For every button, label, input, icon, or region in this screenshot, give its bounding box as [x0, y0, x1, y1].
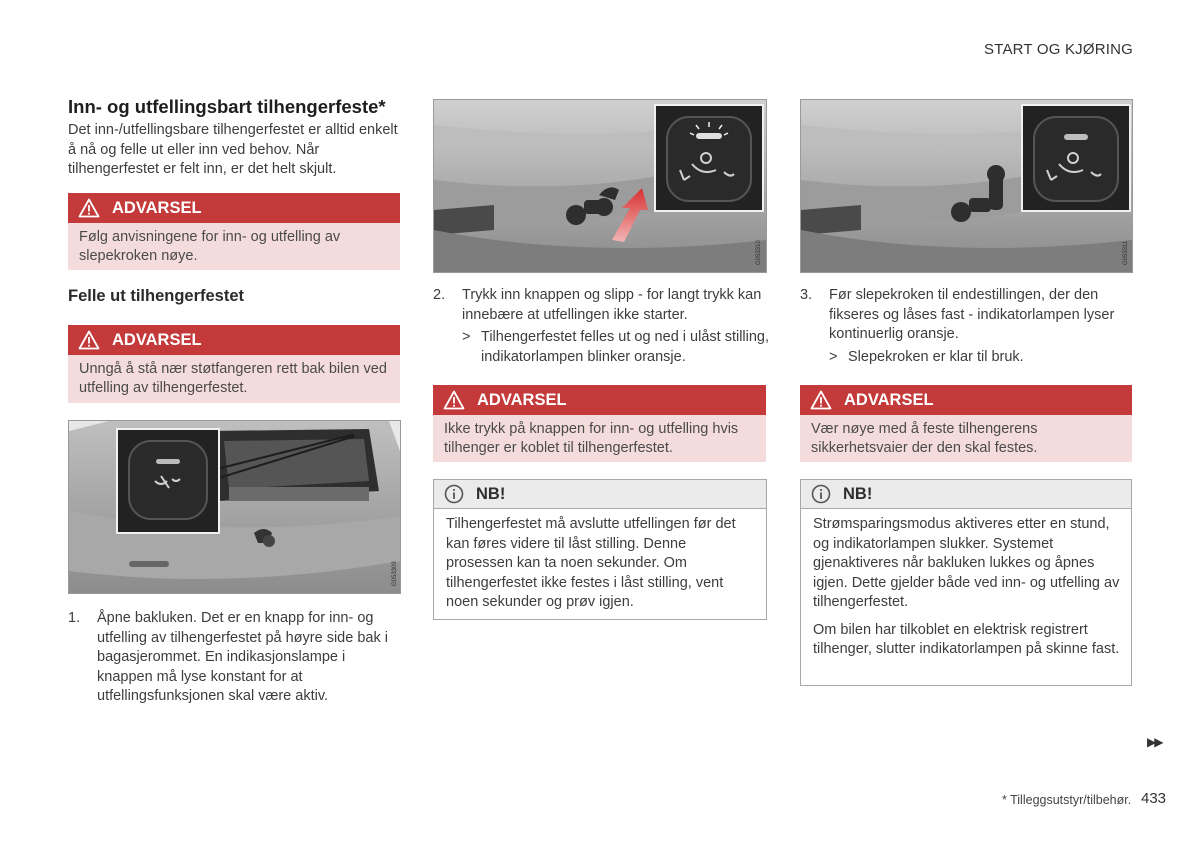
note-box-2	[800, 479, 1132, 686]
warning-box-2	[68, 325, 400, 403]
tow-hook-locked-illustration	[801, 100, 1132, 272]
warning-text: Følg anvisningene for inn- og utfelling av slepekroken nøye.	[68, 223, 400, 270]
step-text: Trykk inn knappen og slipp - for langt trykk kan innebære at utfellingen ikke starter.	[462, 287, 762, 323]
warning-text: Vær nøye med å feste tilhengerens sikkerhetsvaier der den skal festes.	[800, 415, 1132, 462]
step-text: Åpne bakluken. Det er en knapp for inn- og utfelling av tilhengerfestet på høyre side bak i bagasjerommet. En indikasjonslampe i knappen må lyse konstant for at utfellingsfunksjonen skal være aktiv.	[97, 610, 388, 704]
warning-label: ADVARSEL	[844, 390, 934, 409]
step-text: Før slepekroken til endestillingen, der den fikseres og låses fast - indikatorlampen lyser kontinuerlig oransje.	[829, 287, 1115, 342]
warning-box-4	[800, 385, 1132, 462]
tow-hook-unfold-illustration	[434, 100, 766, 272]
step-1	[68, 609, 404, 707]
figure-trunk-button	[68, 420, 401, 594]
note-label: NB!	[843, 484, 873, 503]
note-body	[801, 509, 1131, 668]
warning-header	[800, 385, 1132, 415]
warning-label: ADVARSEL	[112, 198, 202, 217]
step-number: 1.	[68, 610, 81, 626]
figure-hook-unfold	[433, 99, 767, 273]
info-circle-icon	[811, 484, 831, 504]
figure-hook-locked	[800, 99, 1133, 273]
step-number: 3.	[800, 287, 813, 303]
section-header: START OG KJØRING	[984, 41, 1134, 58]
result-text: Slepekroken er klar til bruk.	[848, 348, 1024, 365]
warning-header	[68, 193, 400, 223]
warning-box-1	[68, 193, 400, 270]
note-label: NB!	[476, 484, 506, 503]
page-number: 433	[1141, 790, 1167, 807]
step-number: 2.	[433, 287, 446, 303]
warning-triangle-icon	[443, 390, 465, 410]
warning-box-3	[433, 385, 766, 462]
step-3	[800, 286, 1136, 367]
result-marker: >	[829, 348, 838, 365]
warning-header	[68, 325, 400, 355]
figure-code: G053309	[392, 561, 398, 586]
intro-text: Det inn-/utfellingsbare tilhengerfestet er alltid enkelt å nå og felle ut eller inn ved behov. Når tilhengerfestet er felt inn, er det helt skjult.	[68, 122, 398, 177]
warning-triangle-icon	[78, 198, 100, 218]
warning-text: Ikke trykk på knappen for inn- og utfelling hvis tilhenger er koblet til tilhengerfestet.	[433, 415, 766, 462]
note-text: Om bilen har tilkoblet en elektrisk registrert tilhenger, slutter indikatorlampen på skinne fast.	[813, 621, 1120, 657]
figure-code: G053310	[756, 240, 762, 265]
note-header	[801, 480, 1131, 509]
figure-code: G053311	[1123, 240, 1129, 265]
note-text: Tilhengerfestet må avslutte utfellingen før det kan føres videre til låst stilling. Denne prosessen kan ta noen sekunder. Om tilhengerfestet ikke festes i låst stilling, vent noen sekunder og prøv igjen.	[446, 516, 736, 610]
warning-label: ADVARSEL	[112, 330, 202, 349]
warning-triangle-icon	[78, 330, 100, 350]
footnote: * Tilleggsutstyr/tilbehør.	[1002, 793, 1132, 807]
step-2	[433, 286, 769, 367]
note-box-1	[433, 479, 767, 620]
warning-label: ADVARSEL	[477, 390, 567, 409]
result-text: Tilhengerfestet felles ut og ned i ulåst stilling, indikatorlampen blinker oransje.	[481, 329, 770, 365]
note-header	[434, 480, 766, 509]
car-rear-illustration	[69, 421, 400, 593]
info-circle-icon	[444, 484, 464, 504]
page-title: Inn- og utfellingsbart tilhengerfeste*	[68, 96, 386, 117]
continue-marker: ▶▶	[1147, 735, 1162, 749]
note-text: Strømsparingsmodus aktiveres etter en stund, og indikatorlampen slukker. Systemet gjenaktiveres når bakluken lukkes og åpnes igjen. Dette gjelder både ved inn- og utfelling av tilhengerfestet.	[813, 516, 1120, 610]
warning-header	[433, 385, 766, 415]
subsection-title: Felle ut tilhengerfestet	[68, 287, 245, 305]
warning-text: Unngå å stå nær støtfangeren rett bak bilen ved utfelling av tilhengerfestet.	[68, 355, 400, 403]
warning-triangle-icon	[810, 390, 832, 410]
result-marker: >	[462, 329, 471, 345]
